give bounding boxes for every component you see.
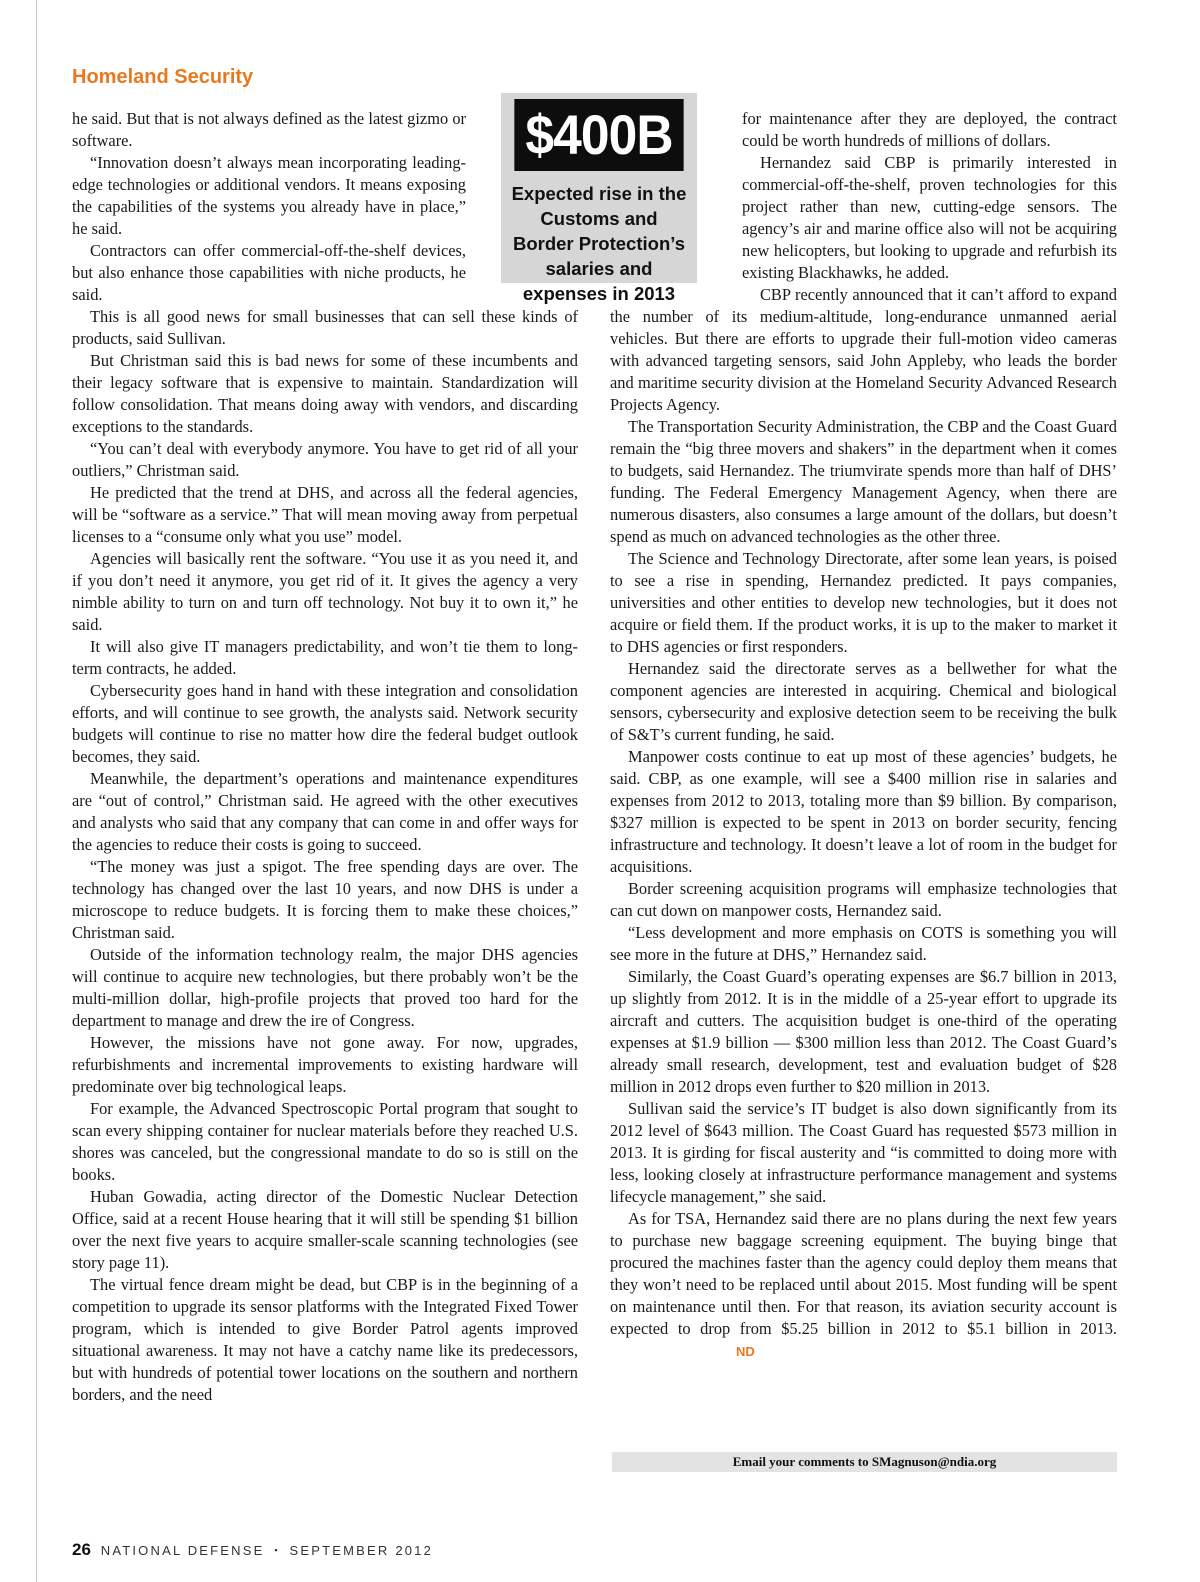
article-column-left bbox=[72, 108, 578, 1406]
paragraph: “Less development and more emphasis on COTS is something you will see more in the future at DHS,” Hernandez said. bbox=[610, 923, 1117, 964]
paragraph: Agencies will basically rent the software. “You use it as you need it, and if you don’t need it anymore, you get rid of it. It gives the agency a very nimble ability to turn on and turn off technology. Not buy it to own it,” he said. bbox=[72, 549, 578, 634]
paragraph: He predicted that the trend at DHS, and across all the federal agencies, will be “software as a service.” That will mean moving away from perpetual licenses to a “consume only what you use” model. bbox=[72, 483, 578, 546]
page-footer bbox=[72, 1540, 433, 1560]
callout-caption: Expected rise in the Customs and Border Protection’s salaries and expenses in 2013 bbox=[511, 183, 687, 304]
paragraph: “The money was just a spigot. The free spending days are over. The technology has changed over the last 10 years, and now DHS is under a microscope to reduce budgets. It is forcing them to make these choices,” Christman said. bbox=[72, 857, 578, 942]
email-address-link[interactable]: SMagnuson@ndia.org bbox=[871, 1454, 997, 1469]
paragraph: Similarly, the Coast Guard’s operating expenses are $6.7 billion in 2013, up slightly from 2012. It is in the middle of a 25-year effort to upgrade its aircraft and cutters. The acquisition budget is one-third of the operating expenses at $1.9 billion — $300 million less than 2012. The Coast Guard’s already small research, development, test and evaluation budget of $28 million in 2012 drops even further to $20 million in 2013. bbox=[610, 967, 1117, 1096]
paragraph: Contractors can offer commercial-off-the-shelf devices, but also enhance those capabilities with niche products, he said. bbox=[72, 241, 466, 304]
callout-figure: $400B bbox=[514, 99, 683, 171]
paragraph: “Innovation doesn’t always mean incorporating leading-edge technologies or additional vendors. It means exposing the capabilities of the systems you already have in place,” he said. bbox=[72, 153, 466, 238]
section-title: Homeland Security bbox=[72, 66, 254, 88]
separator-icon: ▪ bbox=[274, 1545, 280, 1555]
paragraph: Outside of the information technology realm, the major DHS agencies will continue to acquire new technologies, but there probably won’t be the multi-million dollar, high-profile projects that proved too hard for the department to manage and drew the ire of Congress. bbox=[72, 945, 578, 1030]
issue-date: SEPTEMBER 2012 bbox=[289, 1543, 434, 1558]
paragraph: The Science and Technology Directorate, after some lean years, is poised to see a rise in spending, Hernandez predicted. It pays companies, universities and other entities to develop new technologies, but it does not acquire or field them. If the product works, it is up to the maker to market it to DHS agencies or first responders. bbox=[610, 549, 1117, 656]
paragraph: Meanwhile, the department’s operations and maintenance expenditures are “out of control,” Christman said. He agreed with the other executives and analysts who said that any company that can come in and offer ways for the agencies to reduce their costs is going to succeed. bbox=[72, 769, 578, 854]
paragraph bbox=[610, 1208, 1117, 1363]
paragraph: Sullivan said the service’s IT budget is also down significantly from its 2012 level of $643 million. The Coast Guard has requested $573 million in 2013. It is girding for fiscal austerity and “is committed to doing more with less, looking closely at infrastructure performance management and systems lifecycle management,” she said. bbox=[610, 1099, 1117, 1206]
email-prefix: Email your comments to bbox=[732, 1454, 872, 1469]
page-number: 26 bbox=[72, 1540, 91, 1559]
paragraph-text: As for TSA, Hernandez said there are no plans during the next few years to purchase new baggage screening equipment. The buying binge that procured the machines faster than the agency could deploy them means that they won’t need to be replaced until about 2015. Most funding will be spent on maintenance until then. For that reason, its aviation security account is expected to drop from $5.25 billion in 2012 to $5.1 billion in 2013. bbox=[610, 1209, 1117, 1338]
paragraph: Huban Gowadia, acting director of the Domestic Nuclear Detection Office, said at a recent House hearing that it will still be spending $1 billion over the next five years to acquire smaller-scale scanning technologies (see story page 11). bbox=[72, 1187, 578, 1272]
page-gutter-rule bbox=[36, 0, 37, 1582]
callout-space-right bbox=[610, 108, 742, 286]
publication-name: NATIONAL DEFENSE bbox=[100, 1543, 265, 1558]
paragraph: This is all good news for small businesses that can sell these kinds of products, said Sullivan. bbox=[72, 307, 578, 348]
paragraph: It will also give IT managers predictability, and won’t tie them to long-term contracts, he added. bbox=[72, 637, 578, 678]
paragraph: However, the missions have not gone away. For now, upgrades, refurbishments and incremental improvements to existing hardware will predominate over big technological leaps. bbox=[72, 1033, 578, 1096]
paragraph: “You can’t deal with everybody anymore. You have to get rid of all your outliers,” Christman said. bbox=[72, 439, 578, 480]
paragraph: The Transportation Security Administration, the CBP and the Coast Guard remain the “big three movers and shakers” in the department when it comes to budgets, said Hernandez. The triumvirate spends more than half of DHS’ funding. The Federal Emergency Management Agency, when there are numerous disasters, also consumes a large amount of the dollars, but doesn’t spend as much on advanced technologies as the other three. bbox=[610, 417, 1117, 546]
paragraph: For example, the Advanced Spectroscopic Portal program that sought to scan every shipping container for nuclear materials before they reached U.S. shores was canceled, but the congressional mandate to do so is still on the books. bbox=[72, 1099, 578, 1184]
paragraph: CBP recently announced that it can’t afford to expand the number of its medium-altitude, long-endurance unmanned aerial vehicles. But there are efforts to upgrade their full-motion video cameras with advanced targeting sensors, said John Appleby, who leads the border and maritime security division at the Homeland Security Advanced Research Projects Agency. bbox=[610, 285, 1117, 414]
article-column-right bbox=[610, 108, 1117, 1363]
paragraph: for maintenance after they are deployed, the contract could be worth hundreds of millions of dollars. bbox=[742, 109, 1117, 150]
paragraph: Cybersecurity goes hand in hand with these integration and consolidation efforts, and will continue to see growth, the analysts said. Network security budgets will continue to rise no matter how dire the federal budget outlook becomes, they said. bbox=[72, 681, 578, 766]
paragraph: he said. But that is not always defined as the latest gizmo or software. bbox=[72, 109, 466, 150]
email-comments-bar bbox=[612, 1452, 1117, 1472]
paragraph: Hernandez said the directorate serves as a bellwether for what the component agencies are interested in acquiring. Chemical and biological sensors, cybersecurity and explosive detection seem to be receiving the bulk of S&T’s current funding, he said. bbox=[610, 659, 1117, 744]
paragraph: Border screening acquisition programs will emphasize technologies that can cut down on manpower costs, Hernandez said. bbox=[610, 879, 1117, 920]
paragraph: But Christman said this is bad news for some of these incumbents and their legacy software that is expensive to maintain. Standardization will follow consolidation. That means doing away with vendors, and discarding exceptions to the standards. bbox=[72, 351, 578, 436]
paragraph: Hernandez said CBP is primarily interested in commercial-off-the-shelf, proven technologies for this project rather than new, cutting-edge sensors. The agency’s air and marine office also will not be acquiring new helicopters, but looking to upgrade and refurbish its existing Blackhawks, he added. bbox=[742, 153, 1117, 282]
paragraph: Manpower costs continue to eat up most of these agencies’ budgets, he said. CBP, as one example, will see a $400 million rise in salaries and expenses from 2012 to 2013, totaling more than $9 billion. By comparison, $327 million is expected to be spent in 2013 on border security, fencing infrastructure and technology. It doesn’t leave a lot of room in the budget for acquisitions. bbox=[610, 747, 1117, 876]
paragraph: The virtual fence dream might be dead, but CBP is in the beginning of a competition to upgrade its sensor platforms with the Integrated Fixed Tower program, which is intended to give Border Patrol agents improved situational awareness. It may not have a catchy name like its predecessors, but with hundreds of potential tower locations on the southern and northern borders, and the need bbox=[72, 1275, 578, 1404]
end-mark: ND bbox=[736, 1344, 755, 1359]
